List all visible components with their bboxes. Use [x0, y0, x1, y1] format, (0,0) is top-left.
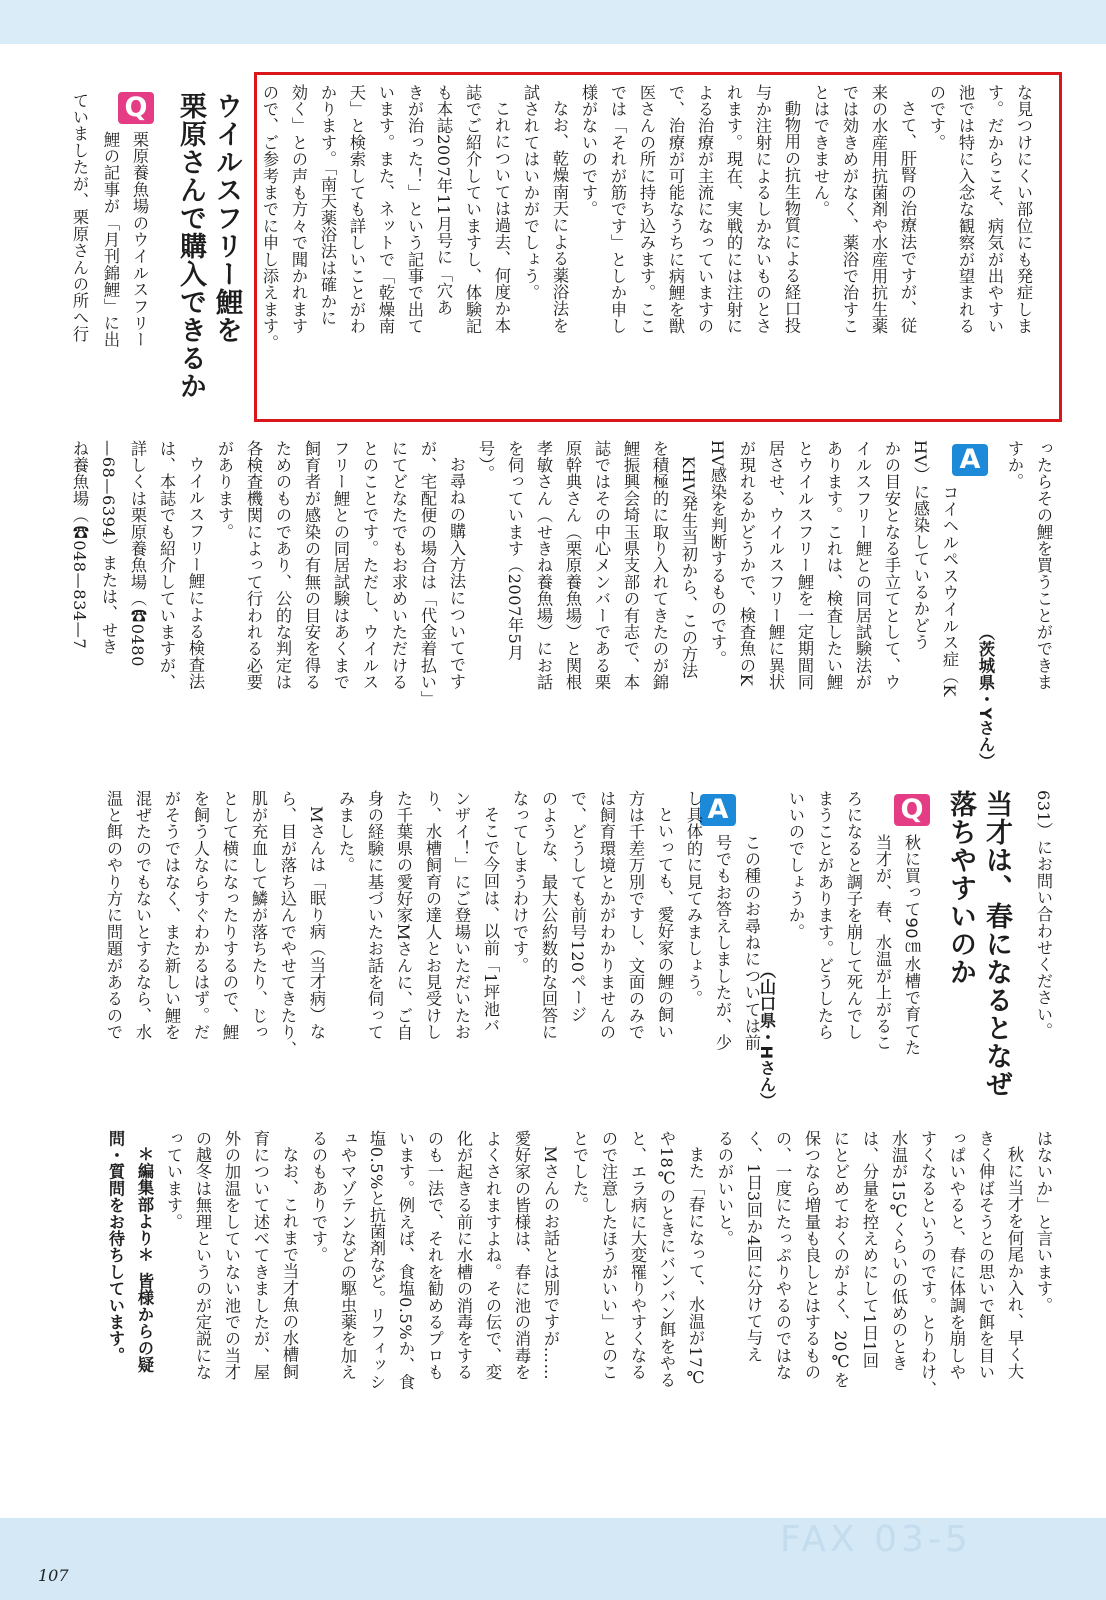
answer-badge: A	[952, 444, 988, 476]
text-line: —68—6394）または、せき	[99, 440, 118, 656]
text-line: そこで今回は、以前「1坪池バ	[481, 806, 500, 1035]
text-line: これについては過去、何度か本	[492, 100, 511, 334]
question-badge: Q	[894, 794, 930, 826]
text-line: を積極的に取り入れてきたのが錦	[650, 440, 669, 691]
top-color-band	[0, 0, 1106, 44]
text-line: があります。	[215, 440, 234, 541]
text-line: はないか」と言います。	[1034, 1130, 1053, 1314]
text-line: で、どうしても前号120ページ	[568, 790, 587, 1023]
text-line: の、一度にたっぷりやるのではな	[773, 1130, 792, 1381]
text-line: なお、乾燥南天による薬浴法を	[550, 100, 569, 334]
text-line: 方は千差万別ですし、文面のみで	[626, 790, 645, 1041]
text-line: KHV発生当初から、この方法	[679, 456, 698, 680]
footer-watermark-text: FAX 03-5	[780, 1519, 972, 1560]
previous-answer-continuation	[260, 84, 1038, 410]
text-line: では効きめがなく、薬浴で治すこ	[840, 84, 859, 335]
text-line: きく伸ばそうとの思いで餌を目い	[976, 1130, 995, 1381]
text-line: のです。	[927, 84, 946, 151]
text-line: きが治った！」という記事で出て	[405, 84, 424, 335]
text-line: 愛好家の皆様は、春に池の消毒を	[512, 1130, 531, 1381]
text-line: がそうではなく、また新しい鯉を	[162, 790, 181, 1041]
text-line: よる治療が主流になっていますの	[695, 84, 714, 335]
text-line: 医さんの所に持ち込みます。ここ	[637, 84, 656, 335]
title-line: 栗原さんで購入できるか	[175, 92, 206, 400]
text-line: た千葉県の愛好家Mさんに、ご自	[394, 790, 413, 1041]
text-line: なお、これまで当才魚の水槽飼	[280, 1146, 299, 1380]
text-line: ウイルスフリー鯉による検査法	[186, 456, 205, 690]
text-line: HV感染を判断するものです。	[708, 440, 727, 668]
text-line: 様がないのです。	[579, 84, 598, 218]
text-line: は飼育環境とかがわかりませんの	[597, 790, 616, 1041]
answer-text-virus-free	[58, 440, 964, 770]
text-line: 居させ、ウイルスフリー鯉に異状	[766, 440, 785, 691]
text-line: るのもありです。	[309, 1130, 328, 1264]
text-line: 原幹典さん（栗原養魚場）と関根	[563, 440, 582, 691]
text-line: を飼う人ならすぐわかるはず。だ	[191, 790, 210, 1041]
question-line: 栗原養魚場のウイルスフリー	[130, 131, 149, 349]
text-line: を伺っています（2007年5月	[505, 440, 524, 661]
text-line: 号でもお答えしましたが、少	[713, 834, 732, 1052]
text-line: にとどめておくのがよく、20℃を	[831, 1130, 850, 1389]
question-line: ろになると調子を崩して死んでし	[844, 790, 863, 1041]
text-line: も本誌2007年11月号に「穴あ	[434, 84, 453, 316]
text-line: 外の加温をしていない池での当才	[222, 1130, 241, 1381]
text-line: 各検査機関によって行われる必要	[244, 440, 263, 691]
text-line: 与か注射によるしかないものとさ	[753, 84, 772, 335]
text-line: フリー鯉との同居試験はあくまで	[331, 440, 350, 691]
text-line: ュやマゾテンなどの駆虫薬を加え	[338, 1130, 357, 1381]
question-line: すか。	[1005, 440, 1024, 491]
text-line: 飼育者が感染の有無の目安を得る	[302, 440, 321, 691]
question-text-spring	[757, 790, 926, 1110]
text-line: とのことです。ただし、ウイルス	[360, 440, 379, 691]
text-line: ンザイ！」にご登場いただいたお	[452, 790, 471, 1041]
text-line: みました。	[336, 790, 355, 874]
text-line: として横になったりするので、鯉	[220, 790, 239, 1041]
text-line: Mさんのお話とは別ですが……	[541, 1146, 560, 1381]
title-line: 当才は、春になるとなぜ	[981, 790, 1012, 1098]
text-line: 身の経験に基づいたお話を伺って	[365, 790, 384, 1041]
question-badge: Q	[118, 92, 154, 124]
text-line: とはできません。	[811, 84, 830, 218]
text-line: っています。	[164, 1130, 183, 1231]
text-line: で、治療が可能なうちに病鯉を獣	[666, 84, 685, 335]
page-number: 107	[38, 1566, 69, 1585]
text-line: お尋ねの購入方法についてです	[447, 456, 466, 690]
editor-note-line	[130, 1130, 159, 1440]
text-line: います。例えば、食塩0.5%か、食	[396, 1130, 415, 1391]
title-line: ウイルスフリー鯉を	[211, 92, 242, 344]
text-line: は、本誌でも紹介していますが、	[157, 440, 176, 691]
text-line: 化が起きる前に水槽の消毒をする	[454, 1130, 473, 1381]
contact-line-continuation	[1026, 790, 1058, 1110]
text-line: し具体的に見てみましょう。	[684, 790, 703, 1008]
text-line: 育について述べてきましたが、屋	[251, 1130, 270, 1381]
text-line: るのがいいと。	[715, 1130, 734, 1247]
text-line: 効く」との声も方々で聞かれます	[289, 84, 308, 335]
text-line: 混ぜたのでもないとするなら、水	[133, 790, 152, 1041]
question-from: （山口県・Hさん）	[757, 962, 776, 1110]
text-line: また「春になって、水温が17℃	[686, 1146, 705, 1388]
text-line: では「それが筋です」としか申し	[608, 84, 627, 335]
article-title-virus-free-koi	[172, 92, 244, 422]
article-title-spring-young-koi	[942, 790, 1014, 1110]
editor-note-label: ＊編集部より＊	[135, 1146, 154, 1264]
editor-note-line: 問・質問をお待ちしています。	[106, 1130, 125, 1364]
text-line: この種のお尋ねについては前	[742, 834, 761, 1052]
text-line: なってしまうわけです。	[510, 790, 529, 974]
text-line: 保つなら増量も良しとはするもの	[802, 1130, 821, 1381]
text-line: 孝敏さん（せきね養魚場）にお話	[534, 440, 553, 691]
question-line: ったらその鯉を買うことができま	[1034, 440, 1053, 691]
answer-badge: A	[700, 794, 736, 826]
question-text-part2	[62, 92, 94, 412]
question-line: 当才が、春、水温が上がるこ	[873, 834, 892, 1052]
text-line: コイヘルペスウイルス症（K	[940, 484, 959, 697]
question-line: 鯉の記事が「月刊錦鯉」に出	[101, 131, 120, 349]
text-line: 来の水産用抗菌剤や水産用抗生薬	[869, 84, 888, 335]
text-line: り、水槽飼育の達人とお見受けし	[423, 790, 442, 1041]
text-line: な見つけにくい部位にも発症しま	[1014, 84, 1033, 335]
text-line: や18℃のときにバンバン餌をやる	[657, 1130, 676, 1389]
text-line: す。だからこそ、病気が出やすい	[985, 84, 1004, 335]
question-line: まうことがあります。どうしたら	[815, 790, 834, 1041]
text-line: あります。これは、検査したい鯉	[824, 440, 843, 691]
text-line: く、1日3回か4回に分けて与え	[744, 1130, 763, 1363]
text-line: とウイルスフリー鯉を一定期間同	[795, 440, 814, 691]
text-line: 詳しくは栗原養魚場（☎0480	[128, 440, 147, 667]
text-line: のような、最大公約数的な回答に	[539, 790, 558, 1041]
text-line: 試されてはいかがでしょう。	[521, 84, 540, 302]
text-line: 秋に当才を何尾か入れ、早く大	[1005, 1146, 1024, 1380]
text-line: かの目安となる手立てとして、ウ	[882, 440, 901, 691]
text-line: 肌が充血して鱗が落ちたり、じっ	[249, 790, 268, 1041]
question-line: ていましたが、栗原さんの所へ行	[70, 92, 89, 343]
text-line: さて、肝腎の治療法ですが、従	[898, 100, 917, 334]
text-line: 動物用の抗生物質による経口投	[782, 100, 801, 334]
question-line: いいのでしょうか。	[786, 790, 805, 941]
text-line: ら、目が落ち込んでやせてきたり、	[278, 790, 297, 1058]
text-line: 温と餌のやり方に問題があるので	[104, 790, 123, 1041]
text-line: 誌でご紹介していますし、体験記	[463, 84, 482, 335]
text-line: にてどなたでもお求めいただける	[389, 440, 408, 691]
text-line: います。また、ネットで「乾燥南	[376, 84, 395, 335]
text-line: れます。現在、実戦的には注射に	[724, 84, 743, 335]
text-line: すくなるというのです。とりわけ、	[918, 1130, 937, 1398]
text-line: のも一法で、それを勧めるプロも	[425, 1130, 444, 1381]
text-line: ので注意したほうがいい」とのこ	[599, 1130, 618, 1381]
text-line: とでした。	[570, 1130, 589, 1214]
question-from: （茨城県・Yさん）	[976, 624, 995, 770]
answer-text-spring-part1	[86, 790, 766, 1110]
text-line: かります。「南天薬浴法は確かに	[318, 84, 337, 327]
text-line: と、エラ病に大変罹りやすくなる	[628, 1130, 647, 1381]
text-line: は、分量を控えめにして1日1回	[860, 1130, 879, 1369]
text-line: っぱいやると、春に体調を崩しや	[947, 1130, 966, 1381]
title-line: 落ちやすいのか	[945, 790, 976, 986]
text-line: ためのものであり、公的な判定は	[273, 440, 292, 691]
text-line: よくされますよね。その伝で、変	[483, 1130, 502, 1381]
answer-text-spring-part2	[48, 1130, 1058, 1440]
text-line: ので、ご参考までに申し添えます。	[260, 84, 279, 352]
text-line: Mさんは「眠り病（当才病）な	[307, 806, 326, 1041]
text-line: の越冬は無理というのが定説にな	[193, 1130, 212, 1381]
text-line: が、宅配便の場合は「代金着払い」	[418, 440, 437, 708]
question-line: 秋に買って90㎝水槽で育てた	[902, 834, 921, 1056]
text-line: 誌ではその中心メンバーである栗	[592, 440, 611, 691]
question-text-part3	[968, 440, 1058, 770]
text-line: イルスフリー鯉との同居試験法が	[853, 440, 872, 691]
text-line: 水温が15℃くらいの低めのとき	[889, 1130, 908, 1372]
text-line: 池では特に入念な観察が望まれる	[956, 84, 975, 335]
text-line: 鯉振興会埼玉県支部の有志で、本	[621, 440, 640, 691]
text-line: が現れるかどうかで、検査魚のK	[737, 440, 756, 687]
text-line: 631）にお問い合わせください。	[1034, 790, 1053, 1040]
editor-note-text: 皆様からの疑	[135, 1272, 154, 1374]
text-line: 天」と検索しても詳しいことがわ	[347, 84, 366, 335]
text-line: 号）。	[476, 440, 495, 482]
text-line: といっても、愛好家の鯉の飼い	[655, 806, 674, 1040]
text-line: ね養魚場（☎048—834—7	[70, 440, 89, 650]
text-line: HV）に感染しているかどう	[911, 440, 930, 651]
text-line: 塩0.5%と抗菌剤など。リフィッシ	[367, 1130, 386, 1391]
